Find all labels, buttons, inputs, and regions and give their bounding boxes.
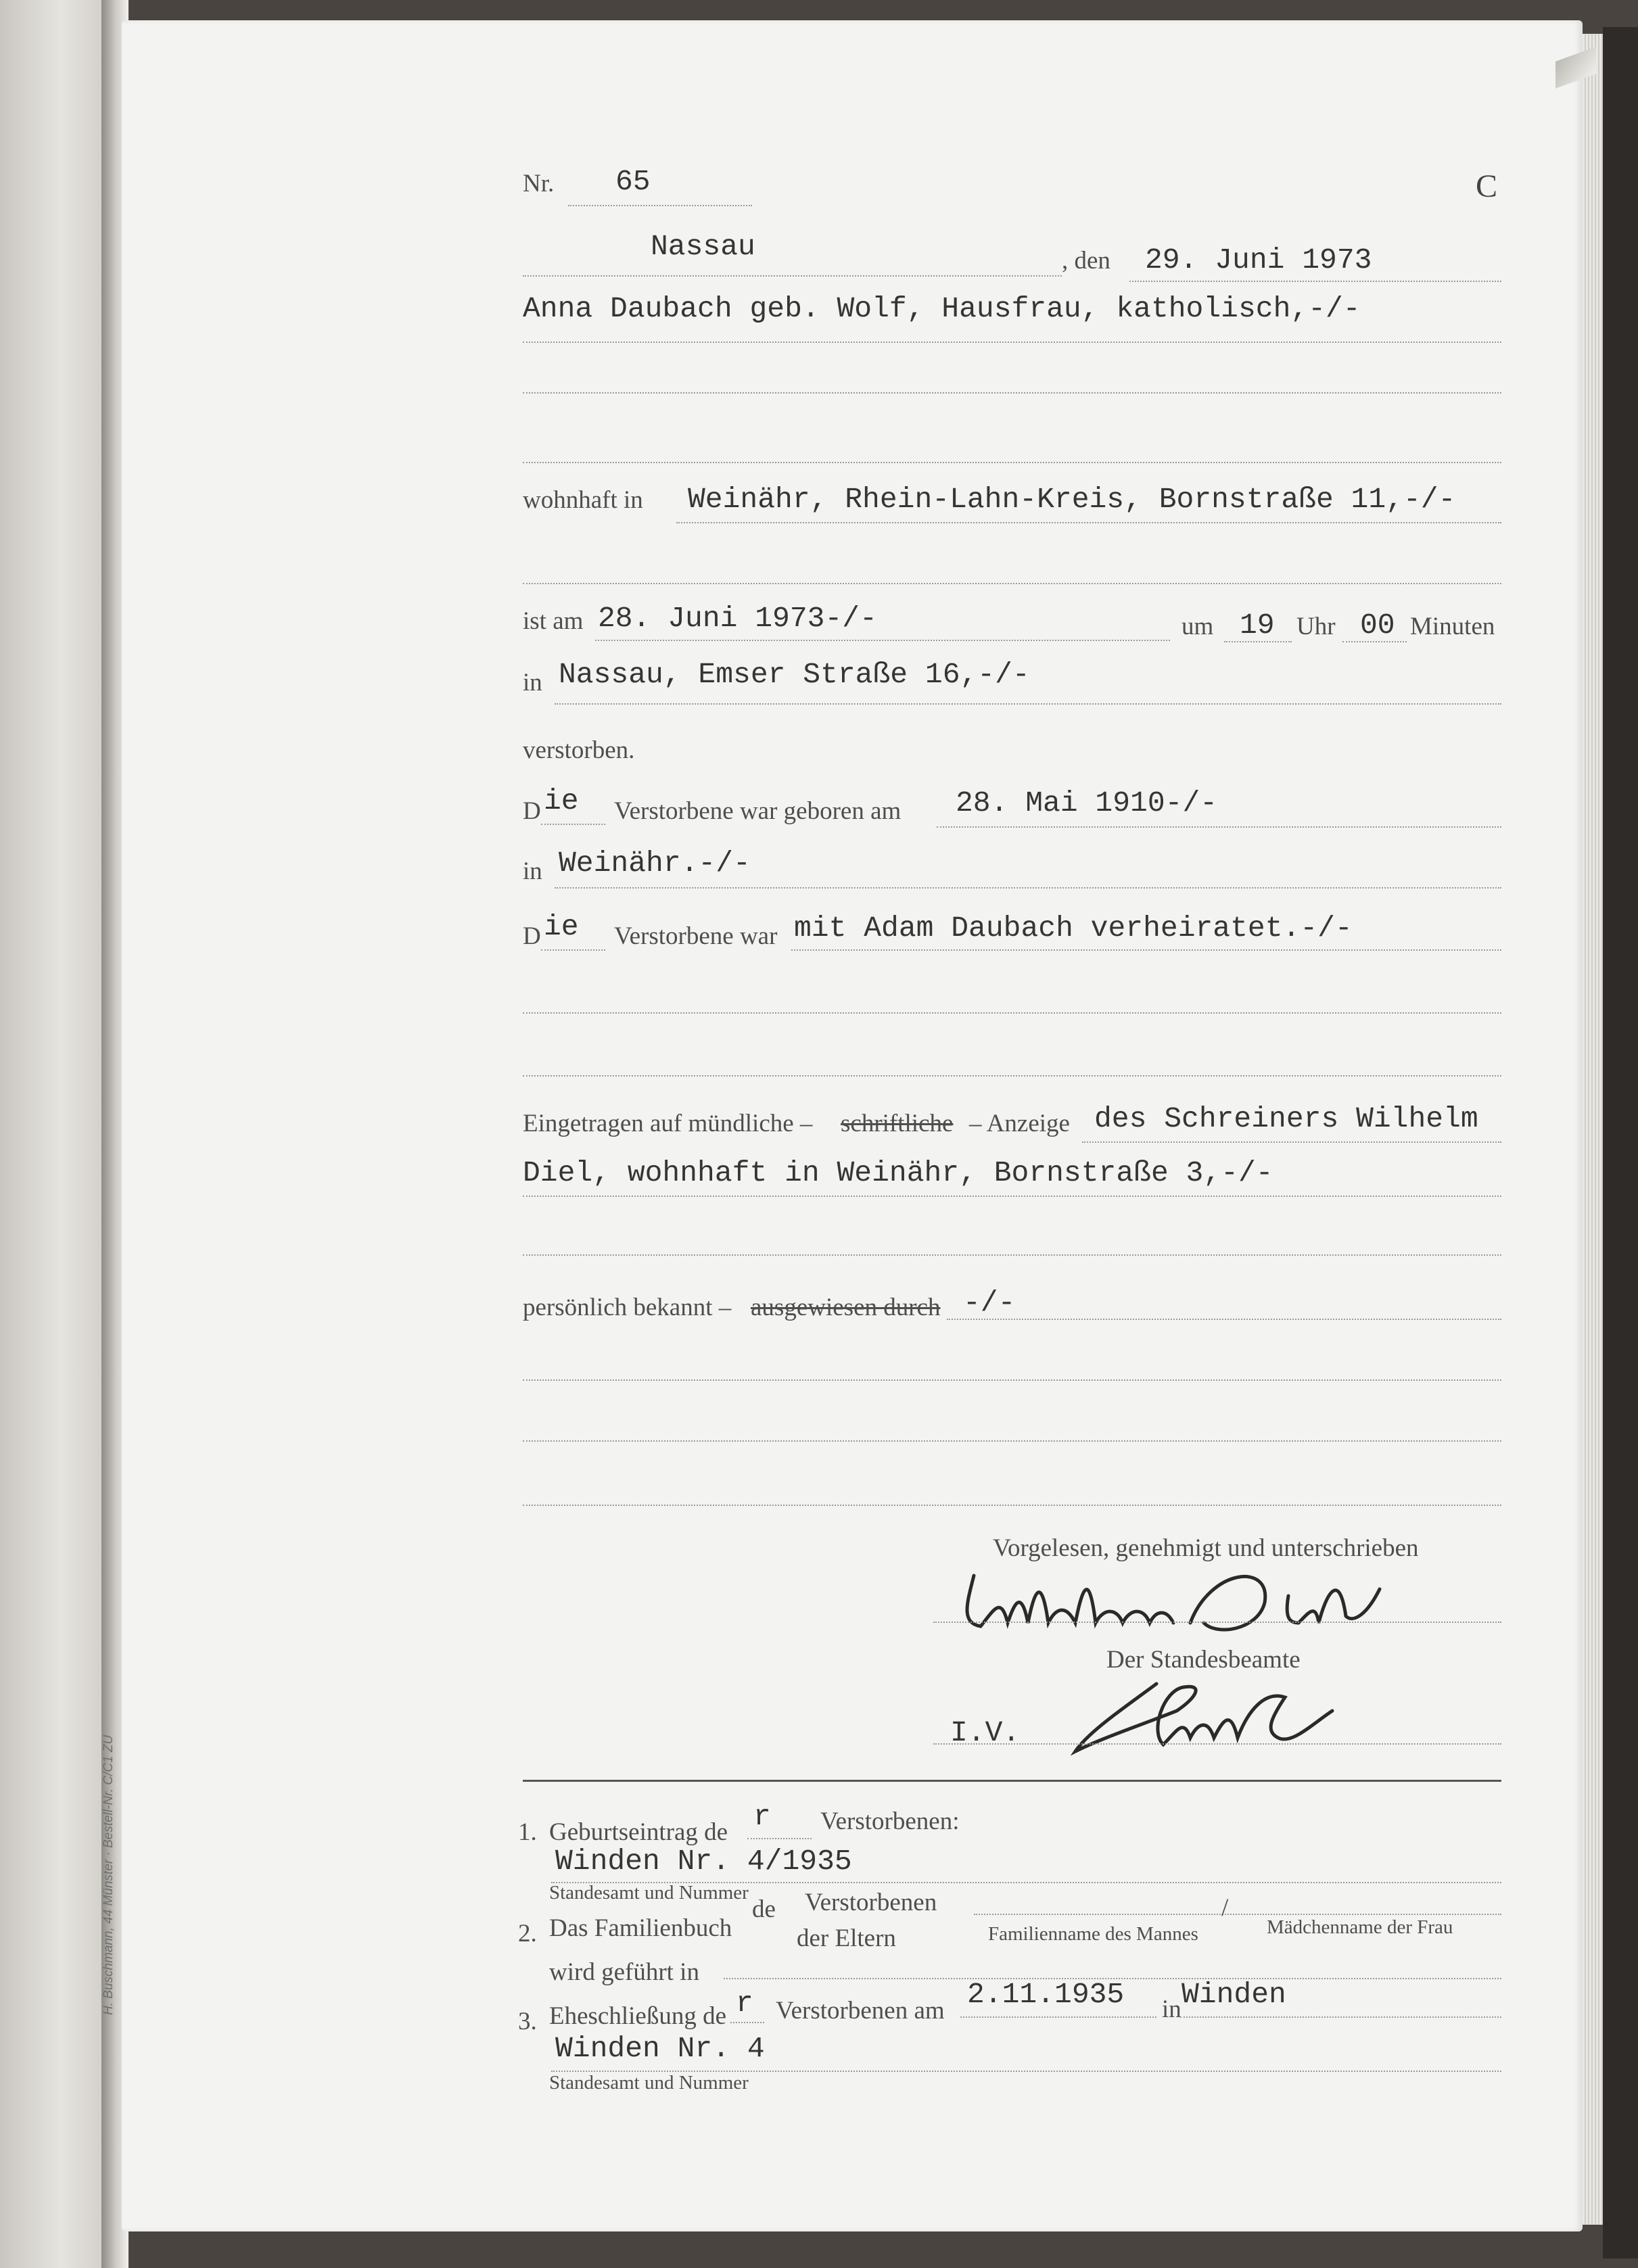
- marriage-register-entry: Winden Nr. 4: [555, 2032, 765, 2065]
- wohnhaft-label: wohnhaft in: [523, 486, 643, 514]
- um-label: um: [1181, 613, 1214, 640]
- book-cover: [1603, 27, 1638, 2259]
- iv-label: I.V.: [950, 1716, 1021, 1749]
- item3-label2: Verstorbenen am: [776, 1997, 945, 2025]
- d-label-2: D: [523, 922, 541, 950]
- ausgewiesen-struck: ausgewiesen durch: [751, 1294, 941, 1321]
- gender-suffix-2: ie: [544, 910, 579, 943]
- eingetragen-label: Eingetragen auf mündliche –: [523, 1110, 813, 1137]
- item2-verstorbenen: Verstorbenen: [805, 1889, 937, 1916]
- familienname-caption: Familienname des Mannes: [988, 1923, 1198, 1945]
- bekannt-value: -/-: [963, 1286, 1016, 1319]
- item1-label2: Verstorbenen:: [820, 1808, 960, 1835]
- item3-suffix: r: [736, 1987, 753, 2020]
- birth-date: 28. Mai 1910-/-: [956, 786, 1218, 820]
- category-letter: C: [1476, 168, 1498, 204]
- in-label: in: [523, 669, 542, 696]
- den-label: , den: [1062, 247, 1110, 275]
- item2-de: de: [752, 1895, 776, 1923]
- item3-in: in: [1162, 1995, 1181, 2023]
- verstorben-label: verstorben.: [523, 736, 635, 764]
- printer-imprint: H. Buschmann, 44 Münster · Bestell-Nr. C/C1 ZU: [101, 1734, 116, 2015]
- entry-number: 65: [615, 165, 651, 198]
- vorgelesen-text: Vorgelesen, genehmigt und unterschrieben: [993, 1534, 1419, 1562]
- bekannt-label: persönlich bekannt –: [523, 1294, 732, 1321]
- item1-label: Geburtseintrag de: [549, 1818, 728, 1846]
- maedchenname-caption: Mädchenname der Frau: [1267, 1916, 1453, 1938]
- ist-am-label: ist am: [523, 607, 584, 635]
- uhr-label: Uhr: [1296, 613, 1336, 640]
- death-minutes: 00: [1360, 609, 1395, 642]
- minuten-label: Minuten: [1410, 613, 1495, 640]
- declarant-line: Anna Daubach geb. Wolf, Hausfrau, katholisch,-/-: [523, 292, 1361, 325]
- item3-label: Eheschließung de: [549, 2002, 726, 2030]
- death-hour: 19: [1240, 609, 1275, 642]
- item2-number: 2.: [518, 1920, 537, 1947]
- name-separator: /: [1221, 1894, 1229, 1922]
- war-label: Verstorbene war: [614, 922, 778, 950]
- nr-label: Nr.: [523, 170, 555, 197]
- death-place: Nassau, Emser Straße 16,-/-: [559, 658, 1030, 691]
- item1-suffix: r: [753, 1800, 771, 1833]
- deceased-address: Weinähr, Rhein-Lahn-Kreis, Bornstraße 11,-/-: [688, 483, 1456, 516]
- marriage-date: 2.11.1935: [967, 1978, 1125, 2011]
- geboren-label: Verstorbene war geboren am: [614, 797, 902, 825]
- birth-place: Weinähr.-/-: [559, 847, 751, 880]
- item2-eltern: der Eltern: [797, 1924, 896, 1952]
- registrar-signature: [1062, 1670, 1346, 1758]
- item2-label2: wird geführt in: [549, 1958, 699, 1986]
- anzeige-label: – Anzeige: [969, 1110, 1070, 1137]
- standesamt-caption-2: Standesamt und Nummer: [549, 2072, 749, 2094]
- birth-in-label: in: [523, 857, 542, 885]
- death-date: 28. Juni 1973-/-: [598, 602, 877, 635]
- gender-suffix: ie: [544, 784, 579, 818]
- birth-register-entry: Winden Nr. 4/1935: [555, 1845, 852, 1878]
- marital-status: mit Adam Daubach verheiratet.-/-: [794, 912, 1353, 945]
- item1-number: 1.: [518, 1818, 537, 1846]
- left-page-edge: [0, 0, 101, 2268]
- informant-signature: [920, 1549, 1393, 1650]
- informant-line-2: Diel, wohnhaft in Weinähr, Bornstraße 3,-/-: [523, 1156, 1273, 1189]
- marriage-place: Winden: [1181, 1978, 1286, 2011]
- informant-line-1: des Schreiners Wilhelm: [1094, 1102, 1478, 1135]
- schriftliche-struck: schriftliche: [841, 1110, 954, 1137]
- standesamt-caption: Standesamt und Nummer: [549, 1882, 749, 1904]
- standesbeamte-label: Der Standesbeamte: [1106, 1646, 1301, 1674]
- item3-number: 3.: [518, 2008, 537, 2035]
- registry-date: 29. Juni 1973: [1145, 243, 1372, 277]
- item2-label: Das Familienbuch: [549, 1914, 732, 1942]
- registry-place: Nassau: [651, 230, 755, 263]
- d-label: D: [523, 797, 541, 825]
